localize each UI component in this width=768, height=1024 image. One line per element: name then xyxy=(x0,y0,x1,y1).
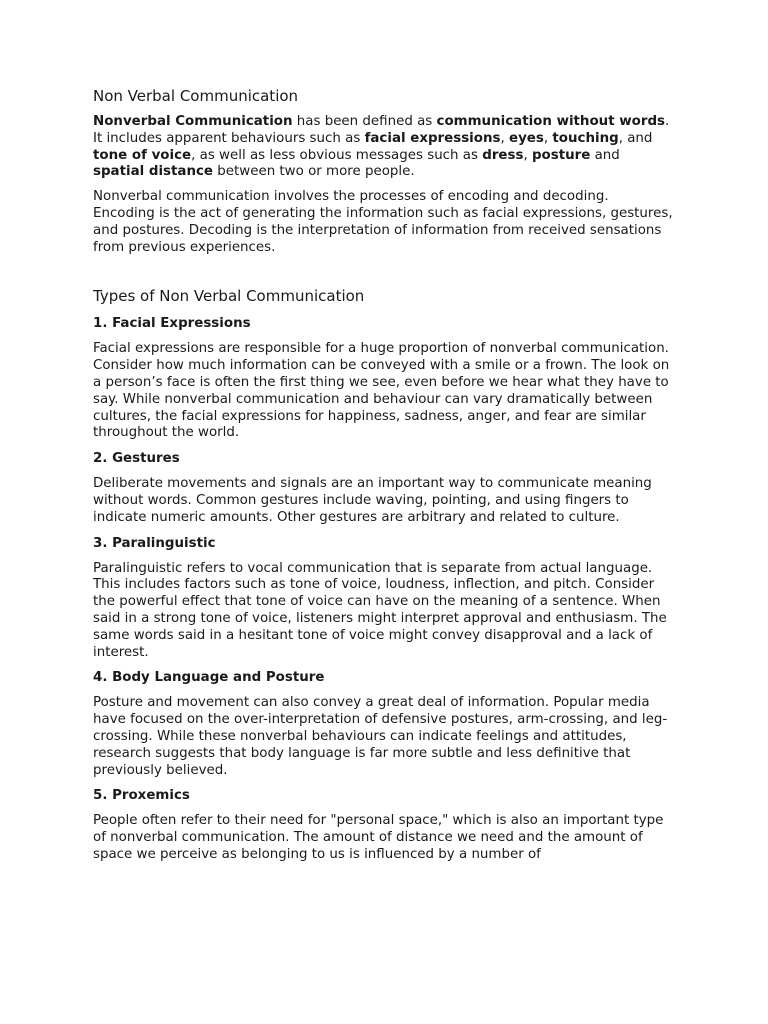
section-body: Paralinguistic refers to vocal communication that is separate from actual language. This includes factors such as tone of voice, loudness, inflection, and pitch. Consider the powerful effect that tone of voice can have on the meaning of a sentence. When said in a strong tone of voice, listeners might interpret approval and enthusiasm. The same words said in a hesitant tone of voice might convey disapproval and a lack of interest. xyxy=(93,560,667,660)
intro-paragraph xyxy=(93,114,673,181)
document-title: Non Verbal Communication xyxy=(93,87,299,105)
encoding-paragraph: Nonverbal communication involves the processes of encoding and decoding. Encoding is the act of generating the information such as facial expressions, gestures, and postures. Decoding is the interpretation of information from received sensations from previous experiences. xyxy=(93,189,673,255)
section-body: Posture and movement can also convey a great deal of information. Popular media have focused on the over-interpretation of defensive postures, arm-crossing, and leg-crossing. While these nonverbal behaviours can indicate feelings and attitudes, research suggests that body language is far more subtle and less definitive that previously believed. xyxy=(93,695,668,778)
section-heading: 4. Body Language and Posture xyxy=(93,670,325,686)
intro-text: and xyxy=(590,147,620,163)
intro-text: . It includes apparent behaviours such as xyxy=(93,114,670,146)
section-heading: 3. Paralinguistic xyxy=(93,535,216,551)
intro-text: between two or more people. xyxy=(213,164,415,180)
intro-bold-term: dress xyxy=(482,147,524,163)
intro-text: , xyxy=(500,130,509,146)
intro-bold-term: tone of voice xyxy=(93,147,192,163)
types-heading: Types of Non Verbal Communication xyxy=(93,287,365,306)
intro-bold-term: touching xyxy=(552,130,619,146)
document-page xyxy=(93,86,673,872)
intro-bold-term: eyes xyxy=(508,130,544,146)
section-heading: 2. Gestures xyxy=(93,451,180,467)
intro-text: , xyxy=(543,130,553,146)
intro-bold-term: facial expressions xyxy=(364,130,501,146)
section-heading: 5. Proxemics xyxy=(93,788,190,804)
section-heading: 1. Facial Expressions xyxy=(93,316,251,332)
intro-text: , and xyxy=(618,130,653,146)
intro-bold-term: spatial distance xyxy=(93,164,214,180)
section-body: Facial expressions are responsible for a huge proportion of nonverbal communication. Consider how much information can be conveyed with a smile or a frown. The look on a person’s face is often the first thing we see, even before we hear what they have to say. While nonverbal communication and behaviour can vary dramatically between cultures, the facial expressions for happiness, sadness, anger, and fear are similar throughout the world. xyxy=(93,341,670,441)
section-body: Deliberate movements and signals are an important way to communicate meaning without words. Common gestures include waving, pointing, and using fingers to indicate numeric amounts. Other gestures are arbitrary and related to culture. xyxy=(93,476,652,525)
intro-text: , xyxy=(523,147,532,163)
section-body: People often refer to their need for "personal space," which is also an important type of nonverbal communication. The amount of distance we need and the amount of space we perceive as belonging to us is influenced by a number of xyxy=(93,813,664,862)
intro-bold-term: Nonverbal Communication xyxy=(93,114,293,129)
intro-bold-term: posture xyxy=(531,147,591,163)
intro-text: has been defined as xyxy=(292,114,437,129)
intro-bold-term: communication without words xyxy=(436,114,665,129)
intro-text: , as well as less obvious messages such as xyxy=(191,147,483,163)
